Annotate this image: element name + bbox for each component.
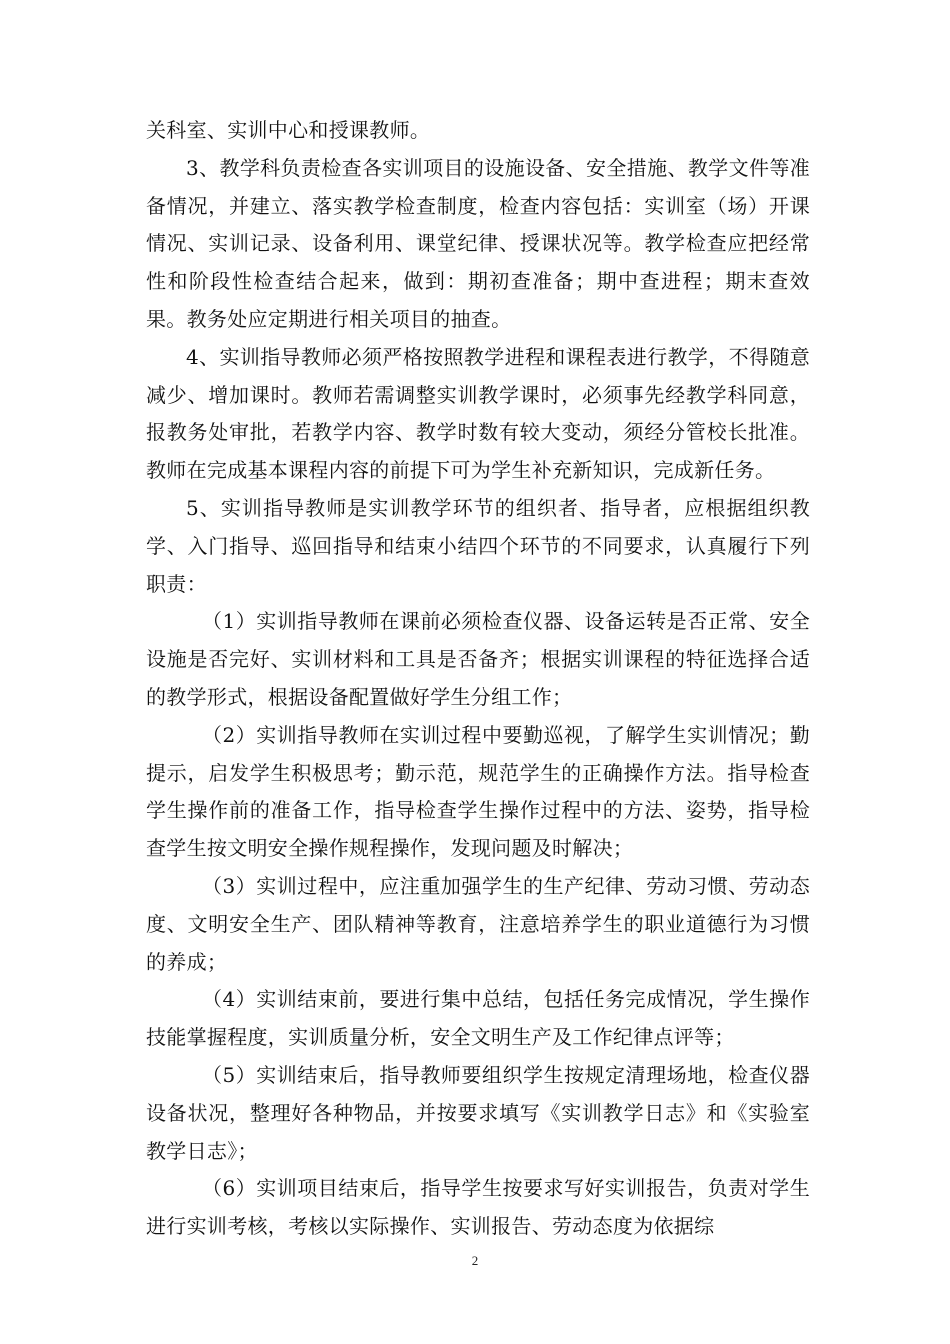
paragraph-subitem-2: （2）实训指导教师在实训过程中要勤巡视，了解学生实训情况；勤提示，启发学生积极思考；勤示范，规范学生的正确操作方法。指导检查学生操作前的准备工作，指导检查学生操作过程中的方法、姿势，指导检查学生按文明安全操作规程操作，发现问题及时解决； — [146, 722, 810, 861]
paragraph-continuation: 关科室、实训中心和授课教师。 — [146, 118, 431, 142]
paragraph-subitem-4: （4）实训结束前，要进行集中总结，包括任务完成情况，学生操作技能掌握程度，实训质量分析，安全文明生产及工作纪律点评等； — [146, 987, 810, 1050]
paragraph-item-5: 5、实训指导教师是实训教学环节的组织者、指导者，应根据组织教学、入门指导、巡回指导和结束小结四个环节的不同要求，认真履行下列职责： — [146, 495, 810, 596]
paragraph-subitem-6: （6）实训项目结束后，指导学生按要求写好实训报告，负责对学生进行实训考核，考核以实际操作、实训报告、劳动态度为依据综 — [146, 1176, 810, 1239]
document-body — [146, 112, 810, 1246]
page-number: 2 — [471, 1253, 479, 1268]
paragraph-subitem-5: （5）实训结束后，指导教师要组织学生按规定清理场地，检查仪器设备状况，整理好各种物品，并按要求填写《实训教学日志》和《实验室教学日志》； — [146, 1062, 810, 1163]
paragraph-subitem-3: （3）实训过程中，应注重加强学生的生产纪律、劳动习惯、劳动态度、文明安全生产、团队精神等教育，注意培养学生的职业道德行为习惯的养成； — [146, 873, 810, 974]
paragraph-subitem-1: （1）实训指导教师在课前必须检查仪器、设备运转是否正常、安全设施是否完好、实训材料和工具是否备齐；根据实训课程的特征选择合适的教学形式，根据设备配置做好学生分组工作； — [146, 609, 810, 709]
paragraph-item-3: 3、教学科负责检查各实训项目的设施设备、安全措施、教学文件等准备情况，并建立、落实教学检查制度，检查内容包括：实训室（场）开课情况、实训记录、设备利用、课堂纪律、授课状况等。教学检查应把经常性和阶段性检查结合起来，做到：期初查准备；期中查进程；期末查效果。教务处应定期进行相关项目的抽查。 — [146, 155, 810, 331]
paragraph-item-4: 4、实训指导教师必须严格按照教学进程和课程表进行教学，不得随意减少、增加课时。教师若需调整实训教学课时，必须事先经教学科同意，报教务处审批，若教学内容、教学时数有较大变动，须经分管校长批准。教师在完成基本课程内容的前提下可为学生补充新知识，完成新任务。 — [146, 344, 810, 483]
